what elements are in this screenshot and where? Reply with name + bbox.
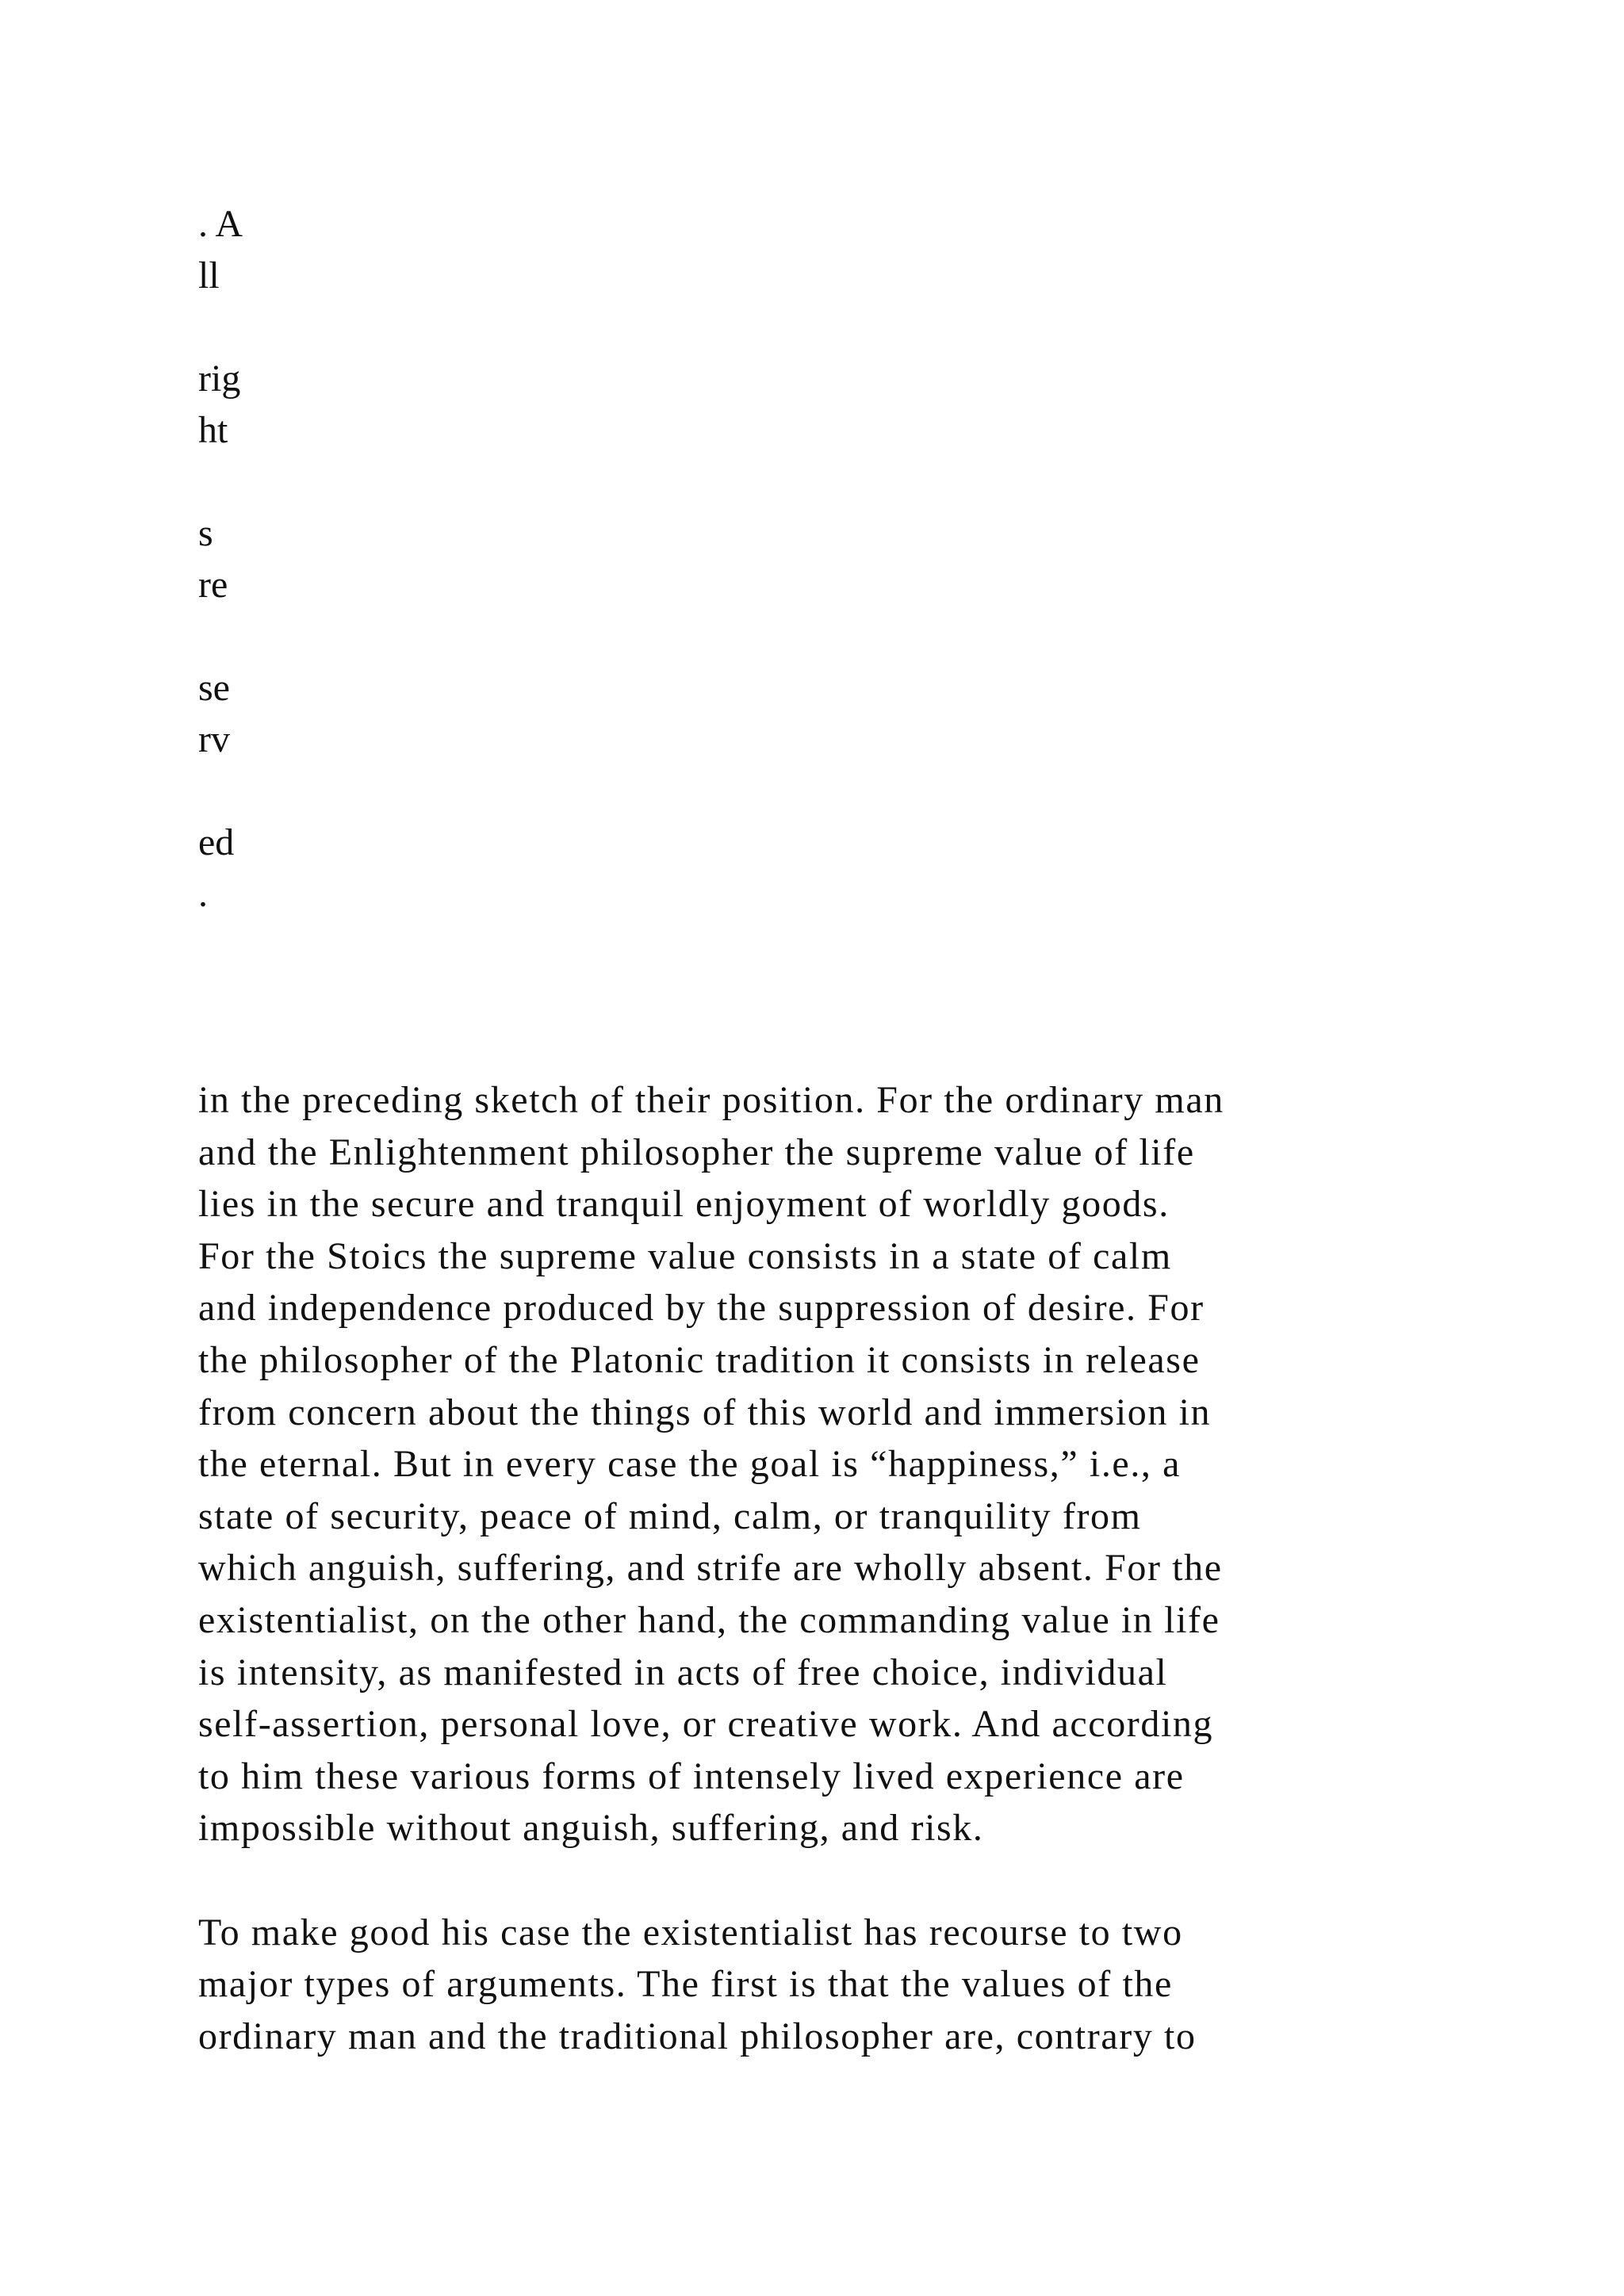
fragment-line: rv: [198, 718, 230, 760]
body-text: [198, 1074, 1467, 2062]
fragment-gap: [198, 765, 515, 817]
text-line: state of security, peace of mind, calm, or tranquility from: [198, 1494, 1142, 1537]
text-line: the philosopher of the Platonic tradition it consists in release: [198, 1338, 1201, 1381]
text-line: and independence produced by the suppression of desire. For: [198, 1287, 1205, 1330]
paragraph-2: [198, 1907, 1467, 2063]
copyright-fragment-block: [198, 198, 515, 920]
fragment-line: ed: [198, 821, 235, 863]
fragment-line: . A: [198, 203, 243, 245]
text-line: is intensity, as manifested in acts of free choice, individual: [198, 1651, 1168, 1693]
text-line: from concern about the things of this world and immersion in: [198, 1391, 1212, 1433]
fragment-line: ll: [198, 254, 220, 297]
text-line: self-assertion, personal love, or creative work. And according: [198, 1703, 1214, 1746]
text-line: and the Enlightenment philosopher the supreme value of life: [198, 1131, 1195, 1173]
text-line: in the preceding sketch of their position. For the ordinary man: [198, 1079, 1224, 1121]
fragment-gap: [198, 610, 515, 662]
fragment-line: rig: [198, 358, 241, 400]
text-line: ordinary man and the traditional philosopher are, contrary to: [198, 2015, 1197, 2057]
text-line: which anguish, suffering, and strife are wholly absent. For the: [198, 1547, 1223, 1590]
text-line: to him these various forms of intensely lived experience are: [198, 1755, 1185, 1797]
fragment-gap: [198, 301, 515, 353]
fragment-line: .: [198, 873, 208, 915]
text-line: lies in the secure and tranquil enjoyment of worldly goods.: [198, 1183, 1170, 1226]
fragment-line: ht: [198, 409, 228, 451]
paragraph-gap: [198, 1854, 1467, 1907]
text-line: For the Stoics the supreme value consists in a state of calm: [198, 1234, 1172, 1277]
fragment-line: re: [198, 564, 228, 606]
paragraph-1: [198, 1074, 1467, 1854]
fragment-line: se: [198, 667, 230, 709]
text-line: To make good his case the existentialist has recourse to two: [198, 1911, 1183, 1954]
text-line: existentialist, on the other hand, the commanding value in life: [198, 1598, 1220, 1641]
text-line: major types of arguments. The first is that the values of the: [198, 1963, 1173, 2006]
fragment-line: s: [198, 512, 213, 554]
text-line: impossible without anguish, suffering, and risk.: [198, 1807, 984, 1850]
fragment-gap: [198, 456, 515, 507]
text-line: the eternal. But in every case the goal is “happiness,” i.e., a: [198, 1443, 1182, 1486]
